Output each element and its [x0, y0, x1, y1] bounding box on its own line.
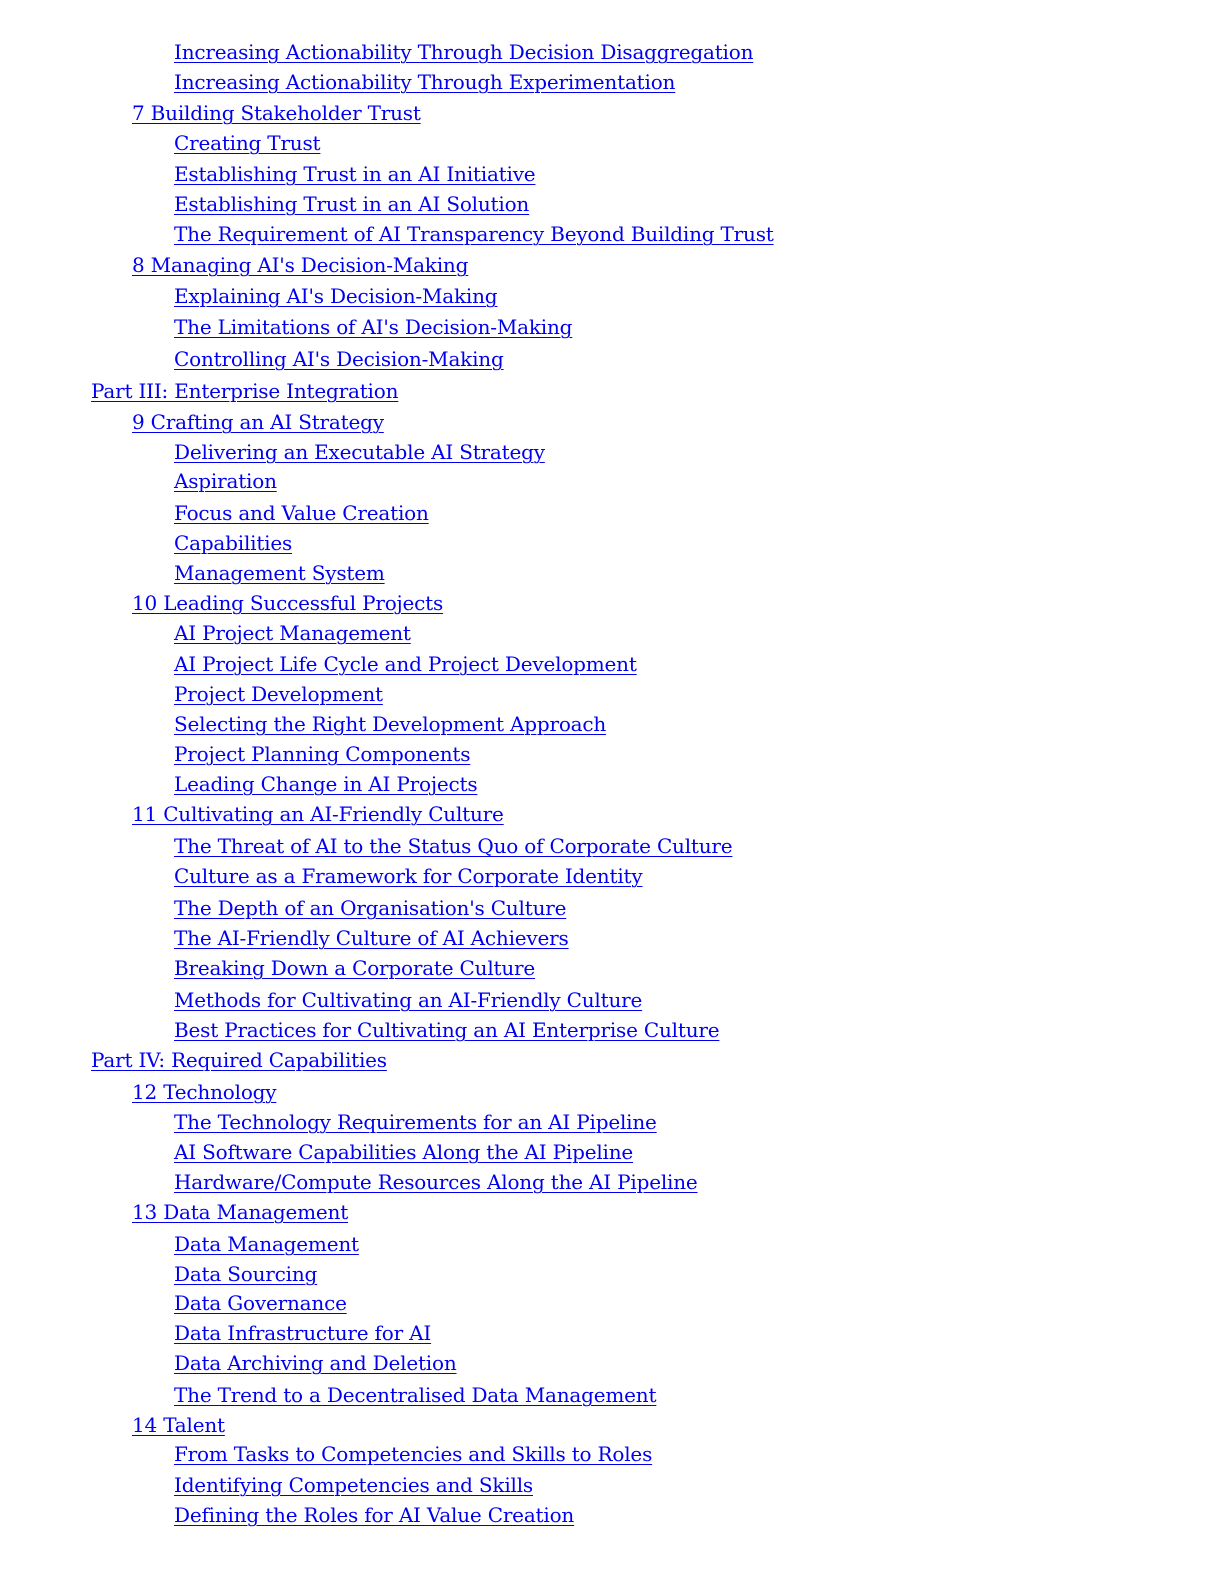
toc-section-link[interactable]: Hardware/Compute Resources Along the AI Pipeline	[174, 1170, 698, 1194]
toc-section-link[interactable]: Methods for Cultivating an AI-Friendly Culture	[174, 988, 643, 1012]
toc-chapter-link[interactable]: 7 Building Stakeholder Trust	[132, 101, 421, 125]
toc-section-link[interactable]: AI Project Life Cycle and Project Development	[174, 652, 637, 676]
toc-section-link[interactable]: Creating Trust	[174, 131, 321, 155]
toc-section-link[interactable]: Data Infrastructure for AI	[174, 1321, 432, 1345]
toc-section-link[interactable]: Defining the Roles for AI Value Creation	[174, 1503, 575, 1527]
toc-chapter-link[interactable]: 13 Data Management	[132, 1200, 349, 1224]
toc-section-link[interactable]: Delivering an Executable AI Strategy	[174, 440, 545, 464]
toc-part-link[interactable]: Part IV: Required Capabilities	[91, 1048, 387, 1072]
toc-section-link[interactable]: The Threat of AI to the Status Quo of Corporate Culture	[174, 834, 733, 858]
toc-section-link[interactable]: AI Software Capabilities Along the AI Pipeline	[174, 1140, 634, 1164]
toc-section-link[interactable]: Data Governance	[174, 1291, 347, 1315]
toc-section-link[interactable]: Management System	[174, 561, 385, 585]
toc-section-link[interactable]: Culture as a Framework for Corporate Identity	[174, 864, 643, 888]
toc-section-link[interactable]: Breaking Down a Corporate Culture	[174, 956, 536, 980]
toc-chapter-link[interactable]: 12 Technology	[132, 1080, 277, 1104]
toc-chapter-link[interactable]: 11 Cultivating an AI-Friendly Culture	[132, 802, 504, 826]
toc-part-link[interactable]: Part III: Enterprise Integration	[91, 379, 399, 403]
toc-section-link[interactable]: Identifying Competencies and Skills	[174, 1473, 533, 1497]
toc-section-link[interactable]: The Requirement of AI Transparency Beyond Building Trust	[174, 222, 774, 246]
toc-section-link[interactable]: Increasing Actionability Through Decision Disaggregation	[174, 40, 754, 64]
toc-section-link[interactable]: Data Archiving and Deletion	[174, 1351, 457, 1375]
toc-section-link[interactable]: Data Management	[174, 1232, 359, 1256]
toc-section-link[interactable]: Establishing Trust in an AI Initiative	[174, 162, 536, 186]
toc-section-link[interactable]: Aspiration	[174, 469, 277, 493]
toc-section-link[interactable]: Leading Change in AI Projects	[174, 772, 478, 796]
toc-chapter-link[interactable]: 9 Crafting an AI Strategy	[132, 410, 384, 434]
toc-chapter-link[interactable]: 14 Talent	[132, 1413, 225, 1437]
toc-section-link[interactable]: Capabilities	[174, 531, 293, 555]
toc-section-link[interactable]: The Depth of an Organisation's Culture	[174, 896, 567, 920]
toc-section-link[interactable]: Controlling AI's Decision-Making	[174, 347, 504, 371]
toc-section-link[interactable]: Explaining AI's Decision-Making	[174, 284, 498, 308]
toc-section-link[interactable]: Increasing Actionability Through Experimentation	[174, 70, 676, 94]
toc-section-link[interactable]: Focus and Value Creation	[174, 501, 429, 525]
toc-section-link[interactable]: AI Project Management	[174, 621, 411, 645]
toc-section-link[interactable]: Data Sourcing	[174, 1262, 318, 1286]
toc-section-link[interactable]: Establishing Trust in an AI Solution	[174, 192, 530, 216]
toc-section-link[interactable]: The Trend to a Decentralised Data Management	[174, 1383, 657, 1407]
toc-section-link[interactable]: The Limitations of AI's Decision-Making	[174, 315, 573, 339]
toc-section-link[interactable]: Selecting the Right Development Approach	[174, 712, 607, 736]
toc-section-link[interactable]: The AI-Friendly Culture of AI Achievers	[174, 926, 569, 950]
toc-section-link[interactable]: Project Development	[174, 682, 383, 706]
toc-section-link[interactable]: Best Practices for Cultivating an AI Enterprise Culture	[174, 1018, 720, 1042]
toc-section-link[interactable]: Project Planning Components	[174, 742, 471, 766]
toc-section-link[interactable]: From Tasks to Competencies and Skills to Roles	[174, 1442, 653, 1466]
toc-section-link[interactable]: The Technology Requirements for an AI Pipeline	[174, 1110, 657, 1134]
toc-chapter-link[interactable]: 10 Leading Successful Projects	[132, 591, 444, 615]
toc-chapter-link[interactable]: 8 Managing AI's Decision-Making	[132, 253, 469, 277]
